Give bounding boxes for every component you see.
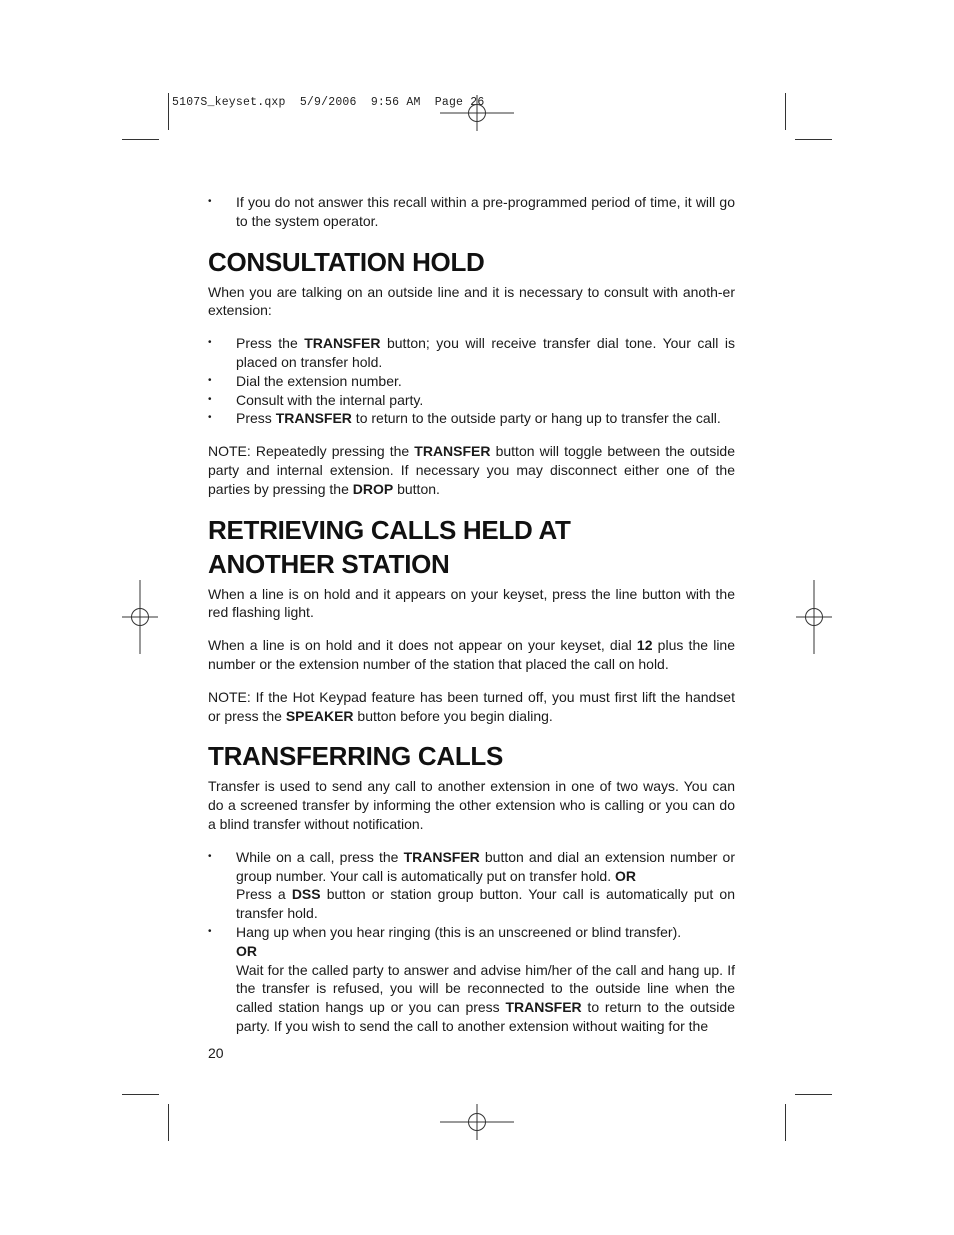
list-item: • Press the TRANSFER button; you will receive transfer dial tone. Your call is placed on transfer hold. — [208, 335, 735, 370]
crop-mark-bottom-right-v — [785, 1104, 786, 1141]
retrieving-paragraph-2: When a line is on hold and it does not appear on your keyset, dial 12 plus the line number or the extension number of the station that placed the call on hold. — [208, 637, 735, 672]
consultation-intro: When you are talking on an outside line and it is necessary to consult with anoth-er extension: — [208, 283, 735, 319]
crop-mark-bottom-left-h — [122, 1094, 159, 1095]
registration-mark-left — [122, 580, 158, 654]
crop-mark-top-right-h — [795, 139, 832, 140]
crop-mark-bottom-right-h — [795, 1094, 832, 1095]
crop-mark-top-left-v — [168, 93, 169, 130]
retrieving-note: NOTE: If the Hot Keypad feature has been turned off, you must first lift the handset or press the SPEAKER button before you begin dialing. — [208, 688, 735, 724]
page-content — [208, 193, 735, 1036]
registration-mark-bottom — [440, 1104, 514, 1140]
crop-mark-bottom-left-v — [168, 1104, 169, 1141]
heading-transferring-calls: TRANSFERRING CALLS — [208, 741, 504, 772]
retrieving-paragraph-1: When a line is on hold and it appears on your keyset, press the line button with the red flashing light. — [208, 585, 735, 621]
intro-bullet-list — [208, 193, 735, 231]
registration-mark-top — [440, 95, 514, 131]
crop-mark-top-right-v — [785, 93, 786, 130]
transferring-intro: Transfer is used to send any call to another extension in one of two ways. You can do a screened transfer by informing the other extension who is calling or you can do a blind transfer without notification. — [208, 778, 735, 832]
bullet-glyph: • — [208, 196, 212, 207]
registration-mark-right — [796, 580, 832, 654]
consultation-steps — [208, 334, 735, 428]
heading-retrieving-calls: RETRIEVING CALLS HELD AT ANOTHER STATION — [208, 514, 571, 579]
transferring-steps — [208, 848, 735, 1036]
list-item: • If you do not answer this recall within a pre-programmed period of time, it will go to the system operator. — [208, 194, 735, 229]
list-item: • While on a call, press the TRANSFER button and dial an extension number or group number. Your call is automatically put on transfer hold. OR Press a DSS button or station group button. Your call is automatically put on transfer hold. — [208, 848, 735, 922]
heading-consultation-hold: CONSULTATION HOLD — [208, 246, 485, 277]
list-item: • Hang up when you hear ringing (this is an unscreened or blind transfer). OR Wait for the called party to answer and advise him/her of the call and hang up. If the transfer is refused, you will be reconnected to the outside line when the called station hangs up or you can press TRANSFER to return to the outside party. If you wish to send the call to another extension without waiting for the — [208, 923, 735, 1034]
list-item: • Dial the extension number. — [208, 372, 402, 389]
print-slug: 5107S_keyset.qxp 5/9/2006 9:56 AM Page 26 — [172, 96, 485, 109]
list-item: • Consult with the internal party. — [208, 391, 424, 408]
crop-mark-top-left-h — [122, 139, 159, 140]
consultation-note: NOTE: Repeatedly pressing the TRANSFER button will toggle between the outside party and internal extension. If necessary you may disconnect either one of the parties by pressing the DROP button. — [208, 443, 735, 497]
page-number: 20 — [208, 1045, 224, 1061]
list-item: • Press TRANSFER to return to the outside party or hang up to transfer the call. — [208, 410, 721, 427]
